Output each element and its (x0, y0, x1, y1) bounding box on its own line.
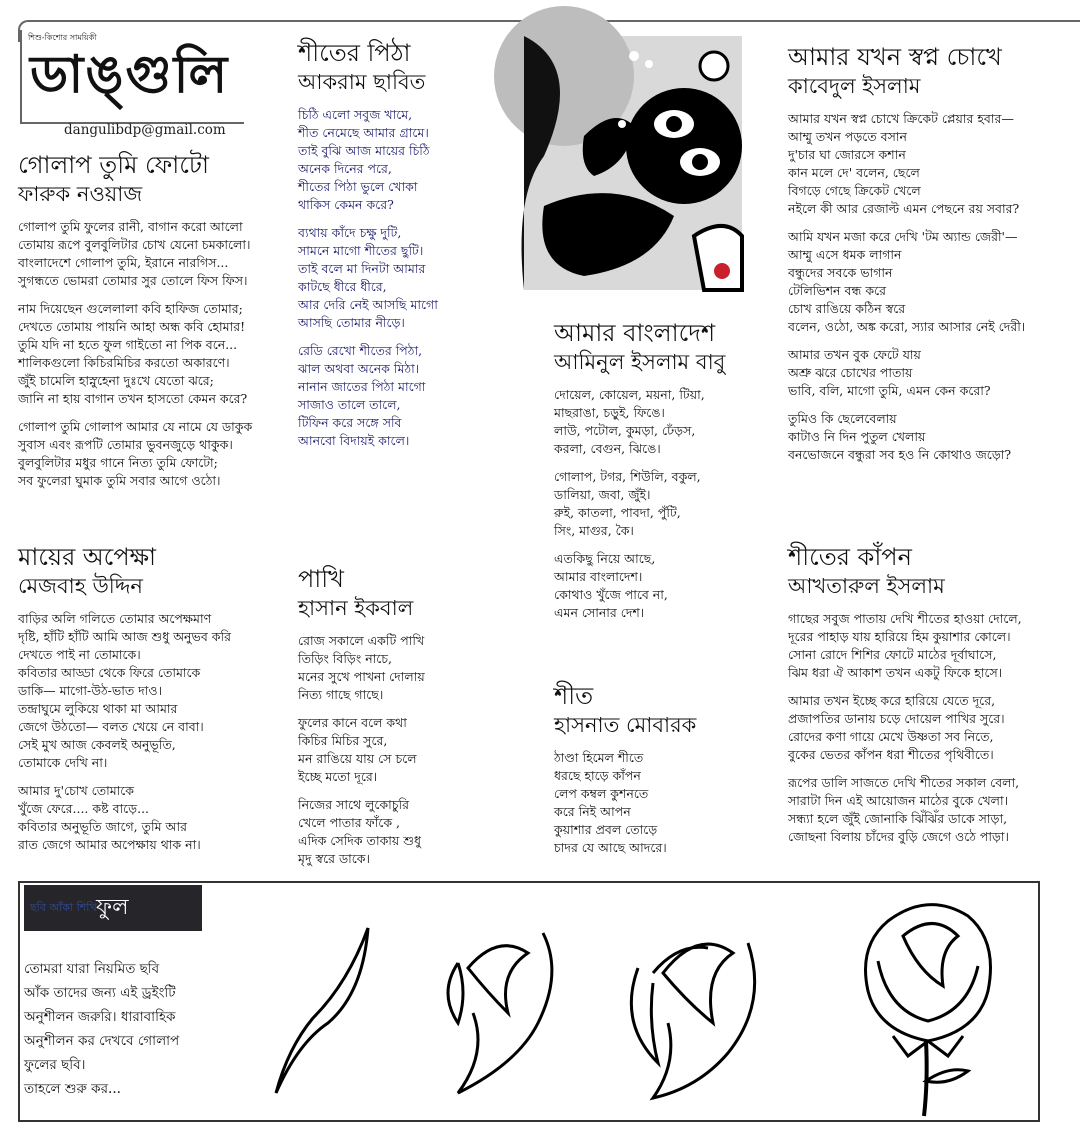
poem-line: কিচির মিচির সুরে, (298, 733, 388, 748)
poem-title: শীত (554, 682, 594, 710)
poem-stanza (788, 774, 1058, 846)
top-cropped-line (0, 0, 1068, 4)
poem-stanza (788, 228, 1058, 336)
drawing-instruction-line: অনুশীলন জরুরি। ধারাবাহিক (24, 1009, 176, 1025)
poem-line: রূপের ডালি সাজতে দেখি শীতের সকাল বেলা, (788, 775, 1020, 790)
poem-line: আমার তখন বুক ফেটে যায় (788, 347, 921, 362)
poem-title: পাখি (298, 565, 344, 593)
poem-stanza (18, 300, 280, 408)
poem-line: ফুলের কানে বলে কথা (298, 715, 407, 730)
poem-line: রেডি রেখো শীতের পিঠা, (298, 343, 423, 358)
poem-line: গোলাপ, টগর, শিউলি, বকুল, (554, 469, 701, 484)
poem-stanza (18, 610, 280, 772)
poem-stanza (788, 410, 1058, 464)
poem-line: বুকের ভেতর কাঁপন ধরা শীতের পৃথিবীতে। (788, 747, 994, 762)
poem-author: আমিনুল ইসলাম বাবু (554, 350, 726, 374)
poem-line: ইচ্ছে মতো দূরে। (298, 769, 378, 784)
poem-line: অশ্রু ঝরে চোখের পাতায় (788, 365, 913, 380)
poem-line: তাই বুঝি আজ মায়ের চিঠি (298, 143, 430, 158)
poem-line: তাই বলে মা দিনটা আমার (298, 261, 426, 276)
poem-line: নিজের সাথে লুকোচুরি (298, 797, 409, 812)
logo-title: ডাঙ্গুলি (30, 44, 230, 105)
poem-line: চোখ রাঙিয়ে কঠিন স্বরে (788, 301, 906, 316)
poem-line: মন রাঙিয়ে যায় সে চলে (298, 751, 417, 766)
poem-line: দেখতে পাই না তোমাকে। (18, 647, 141, 662)
poem-line: কবিতার আড্ডা থেকে ফিরে তোমাকে (18, 665, 201, 680)
poem-stanza (554, 550, 772, 622)
drawing-instruction-line: তাহলে শুরু কর... (24, 1081, 121, 1097)
poem-line: দৃষ্টি, হাঁটি হাঁটি আমি আজ শুধু অনুভব করি (18, 629, 231, 644)
poem-author: আকরাম ছাবিত (298, 70, 426, 94)
poem-title: আমার বাংলাদেশ (554, 319, 716, 347)
poem-line: মনের সুখে পাখনা দোলায় (298, 669, 425, 684)
poem-author: হাসান ইকবাল (298, 596, 414, 620)
poem-line: আমি যখন মজা করে দেখি 'টম অ্যান্ড জেরী'— (788, 229, 1018, 244)
poem-stanza (298, 342, 508, 450)
poem-line: গোলাপ তুমি গোলাপ আমার যে নামে যে ডাকুক (18, 419, 253, 434)
magazine-logo (20, 30, 244, 124)
poem-amar-bangladesh (554, 318, 772, 632)
poem-stanza (554, 468, 772, 540)
poem-line: জুঁই চামেলি হাস্নুহেনা দুঃখে যেতো ঝরে; (18, 373, 214, 388)
poem-stanza (298, 796, 498, 868)
poem-line: এতকিছু নিয়ে আছে, (554, 551, 656, 566)
poem-line: বুলবুলিটার মধুর গানে নিত্য তুমি ফোটো; (18, 455, 218, 470)
poem-line: সাজাও তালে তালে, (298, 397, 401, 412)
contact-email[interactable]: dangulibdp@gmail.com (64, 122, 226, 138)
poem-stanza (554, 386, 772, 458)
poem-golap (18, 150, 280, 500)
poem-line: আমার বাংলাদেশ। (554, 569, 643, 584)
poem-line: ঠাণ্ডা হিমেল শীতে (554, 750, 644, 765)
poem-stanza (18, 418, 280, 490)
poem-stanza (298, 224, 508, 332)
poem-title: শীতের পিঠা (298, 39, 411, 67)
poem-line: রুই, কাতলা, পাবদা, পুঁটি, (554, 505, 681, 520)
poem-line: মৃদু স্বরে ডাকে। (298, 851, 371, 866)
poem-line: অনেক দিনের পরে, (298, 161, 392, 176)
poem-line: চিঠি এলো সবুজ খামে, (298, 107, 413, 122)
poem-title: মায়ের অপেক্ষা (18, 543, 157, 571)
poem-line: দূরের পাহাড় যায় হারিয়ে হিম কুয়াশার কোলে। (788, 629, 1011, 644)
drawing-section-label: ছবি আঁকা শিখি (30, 900, 97, 914)
poem-line: রাত জেগে আমার অপেক্ষায় থাক না। (18, 837, 201, 852)
logo-tagline: শিশু-কিশোর সাময়িকী (28, 33, 97, 42)
poem-line: ডাকি— মাগো-উঠ-ভাত দাও। (18, 683, 163, 698)
poem-line: খেলে পাতার ফাঁকে , (298, 815, 401, 830)
rose-step-4-icon (848, 891, 1008, 1116)
poem-line: তন্দ্রাঘুমে লুকিয়ে থাকা মা আমার (18, 701, 178, 716)
drawing-title: ফুল (96, 894, 129, 920)
poem-stanza (554, 749, 764, 857)
poem-line: আসছি তোমার নীড়ে। (298, 315, 405, 330)
poem-line: থাকিস কেমন করে? (298, 197, 394, 212)
poem-title: গোলাপ তুমি ফোটো (18, 151, 209, 179)
poem-line: তোমাকে দেখি না। (18, 755, 108, 770)
poem-line: নিত্য গাছে গাছে। (298, 687, 384, 702)
poem-line: বলেন, ওঠো, অঙ্ক করো, স্যার আসার নেই দেরী। (788, 319, 1026, 334)
poem-line: দু'চার ঘা জোরসে কশান (788, 147, 906, 162)
poem-author: আখতারুল ইসলাম (788, 574, 945, 598)
poem-line: কবিতার অনুভূতি জাগে, তুমি আর (18, 819, 187, 834)
poem-line: সুবাস এবং রূপটি তোমার ভুবনজুড়ে থাকুক। (18, 437, 233, 452)
drawing-instruction-line: ফুলের ছবি। (24, 1057, 86, 1073)
poem-line: সন্ধ্যা হলে জুঁই জোনাকি ঝিঁঝিঁর ডাকে সাড়া, (788, 811, 1008, 826)
poem-stanza (18, 782, 280, 854)
poem-line: লেপ কম্বল কুশনতে (554, 786, 649, 801)
poem-line: সব ফুলেরা ঘুমাক তুমি সবার আগে ওঠো। (18, 473, 221, 488)
poem-line: কুয়াশার প্রবল তোড়ে (554, 822, 658, 837)
poem-line: সিং, মাগুর, কৈ। (554, 523, 634, 538)
poem-line: বন্ধুদের সবকে ভাগান (788, 265, 893, 280)
poem-line: মাছরাঙা, চড়ুই, ফিঙে। (554, 405, 665, 420)
poem-author: হাসনাত মোবারক (554, 713, 697, 737)
poem-line: আম্মু এসে ধমক লাগান (788, 247, 902, 262)
poem-line: নানান জাতের পিঠা মাগো (298, 379, 426, 394)
poem-line: ধরছে হাড়ে কাঁপন (554, 768, 641, 783)
poem-line: তুমি যদি না হতে ফুল গাইতো না পিক বনে... (18, 337, 238, 352)
poem-line: টেলিভিশন বন্ধ করে (788, 283, 886, 298)
poem-line: জোছনা বিলায় চাঁদের বুড়ি জেগে ওঠে পাড়া। (788, 829, 1010, 844)
poem-stanza (18, 218, 280, 290)
poem-author: কাবেদুল ইসলাম (788, 74, 921, 98)
poem-line: খুঁজে ফেরে.... কষ্ট বাড়ে... (18, 801, 150, 816)
poem-line: এমন সোনার দেশ। (554, 605, 645, 620)
poem-line: নাম দিয়েছেন গুলেলালা কবি হাফিজ তোমার; (18, 301, 243, 316)
poem-line: সুগন্ধতে ভোমরা তোমার সুর তোলে ফিস ফিস। (18, 273, 248, 288)
poem-line: গোলাপ তুমি ফুলের রানী, বাগান করো আলো (18, 219, 243, 234)
poem-line: তুমিও কি ছেলেবেলায় (788, 411, 897, 426)
poem-line: প্রজাপতির ডানায় চড়ে দোয়েল পাখির সুরে। (788, 711, 1005, 726)
drawing-header (24, 885, 202, 931)
poem-line: শীতের পিঠা ভুলে খোকা (298, 179, 418, 194)
poem-line: সোনা রোদে শিশির ফোটে মাঠের দূর্বাঘাসে, (788, 647, 997, 662)
poem-line: টিফিন করে সঙ্গে সবি (298, 415, 402, 430)
poem-line: চাদর যে আছে আদরে। (554, 840, 667, 855)
poem-sheet (554, 681, 764, 867)
poem-line: এদিক সেদিক তাকায় শুধু (298, 833, 422, 848)
drawing-instruction-line: আঁক তাদের জন্য এই ড্রইংটি (24, 985, 176, 1001)
poem-line: রোদের কণা গায়ে মেখে উষ্ণতা সব নিতে, (788, 729, 994, 744)
poem-line: নইলে কী আর রেজাল্ট এমন পেছনে রয় সবার? (788, 201, 1020, 216)
poem-line: বাংলাদেশে গোলাপ তুমি, ইরানে নারগিস... (18, 255, 229, 270)
poem-line: আর দেরি নেই আসছি মাগো (298, 297, 438, 312)
poem-line: বিগড়ে গেছে ক্রিকেট খেলে (788, 183, 921, 198)
poem-line: বাড়ির অলি গলিতে তোমার অপেক্ষমাণ (18, 611, 212, 626)
poem-line: আম্মু তখন পড়তে বসান (788, 129, 907, 144)
poem-stanza (298, 632, 498, 704)
poem-line: তোমায় রূপে বুলবুলিটার চোখ যেনো চমকালো। (18, 237, 251, 252)
poem-line: ব্যথায় কাঁদে চক্ষু দুটি, (298, 225, 402, 240)
poem-title: আমার যখন স্বপ্ন চোখে (788, 43, 1002, 71)
poem-line: জানি না হায় বাগান তখন হাসতো কেমন করে? (18, 391, 248, 406)
rose-step-1-icon (268, 923, 378, 1103)
poem-line: করলা, বেগুন, ঝিঙে। (554, 441, 661, 456)
poem-line: সেই মুখ আজ কেবলই অনুভূতি, (18, 737, 176, 752)
poem-line: সারাটা দিন এই আয়োজন মাঠের বুকে খেলা। (788, 793, 1009, 808)
rose-step-2-icon (428, 913, 568, 1103)
drawing-lesson-box (18, 881, 1040, 1122)
poem-line: রোজ সকালে একটি পাখি (298, 633, 425, 648)
poem-line: লাউ, পটোল, কুমড়া, ঢেঁড়স, (554, 423, 696, 438)
poem-line: আনবো বিদায়ই কালে। (298, 433, 410, 448)
poem-stanza (298, 714, 498, 786)
poem-amar-jokhon (788, 42, 1058, 474)
poem-line: তিড়িং বিড়িং নাচে, (298, 651, 393, 666)
poem-mayer-opekkha (18, 542, 280, 864)
poem-line: করে নিই আপন (554, 804, 631, 819)
illustration-bird-eyes (524, 36, 742, 290)
rose-step-3-icon (618, 913, 768, 1103)
poem-stanza (788, 110, 1058, 218)
drawing-instructions (24, 957, 179, 1101)
poem-line: শীত নেমেছে আমার গ্রামে। (298, 125, 429, 140)
poem-stanza (788, 692, 1058, 764)
poem-line: সামনে মাগো শীতের ছুটি। (298, 243, 424, 258)
poem-line: আমার দু'চোখ তোমাকে (18, 783, 135, 798)
poem-line: ঝাল অথবা অনেক মিঠা। (298, 361, 420, 376)
poem-line: কোথাও খুঁজে পাবে না, (554, 587, 668, 602)
poem-author: মেজবাহ উদ্দিন (18, 574, 143, 598)
drawing-instruction-line: অনুশীলন কর দেখবে গোলাপ (24, 1033, 180, 1049)
poem-line: গাছের সবুজ পাতায় দেখি শীতের হাওয়া দোলে, (788, 611, 1022, 626)
poem-line: কাটাও নি দিন পুতুল খেলায় (788, 429, 926, 444)
poem-stanza (788, 610, 1058, 682)
poem-author: ফারুক নওয়াজ (18, 182, 143, 206)
poem-line: ঝিম ধরা ঐ আকাশ তখন একটু ফিকে হাসে। (788, 665, 1003, 680)
poem-line: আমার তখন ইচ্ছে করে হারিয়ে যেতে দূরে, (788, 693, 996, 708)
poem-shiter-kapon (788, 542, 1058, 856)
poem-line: জেগে উঠতো— বলত খেয়ে নে বাবা। (18, 719, 204, 734)
poem-stanza (298, 106, 508, 214)
poem-line: কাটছে ধীরে ধীরে, (298, 279, 387, 294)
poem-line: দোয়েল, কোয়েল, ময়না, টিয়া, (554, 387, 705, 402)
poem-line: বনভোজনে বন্ধুরা সব হও নি কোথাও জড়ো? (788, 447, 1012, 462)
poem-line: শালিকগুলো কিচিরমিচির করতো অকারণে। (18, 355, 230, 370)
poem-line: ভাবি, বলি, মাগো তুমি, এমন কেন করো? (788, 383, 991, 398)
poem-line: দেখতে তোমায় পায়নি আহা অন্ধ কবি হোমার! (18, 319, 246, 334)
poem-line: ডালিয়া, জবা, জুঁই। (554, 487, 651, 502)
poem-shiter-pitha (298, 38, 508, 460)
poem-title: শীতের কাঁপন (788, 543, 912, 571)
poem-line: কান মলে দে' বলেন, ছেলে (788, 165, 920, 180)
poem-line: আমার যখন স্বপ্ন চোখে ক্রিকেট প্লেয়ার হবার— (788, 111, 1014, 126)
poem-stanza (788, 346, 1058, 400)
drawing-instruction-line: তোমরা যারা নিয়মিত ছবি (24, 961, 160, 977)
poem-pakhi (298, 564, 498, 878)
